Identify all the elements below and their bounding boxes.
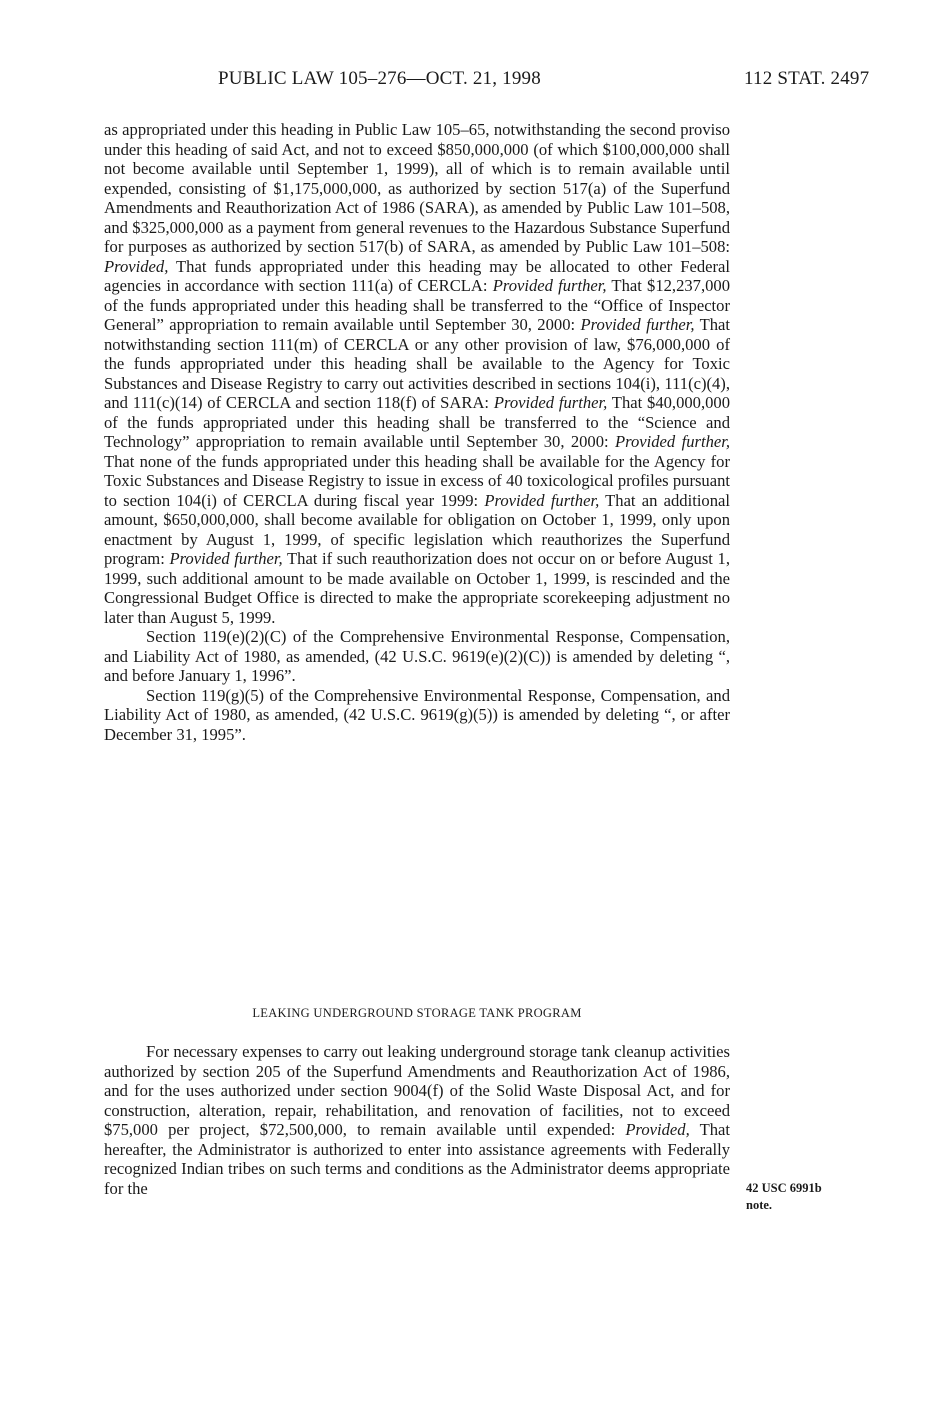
- proviso-italic: Provided,: [625, 1120, 690, 1139]
- proviso-italic: Provided further,: [493, 393, 608, 412]
- text-run: That none of the funds appropriated under this heading shall be available for the Agency for Toxic Substances and Disease Registry to issue in excess of 40 toxicological profiles pursuant to section 104(i) of CERCLA during fiscal year 1999:: [104, 451, 730, 510]
- margin-note-citation: 42 USC 6991b: [746, 1181, 822, 1195]
- main-text-block: [104, 120, 730, 744]
- lust-paragraph: [104, 1042, 730, 1198]
- proviso-italic: Provided further,: [169, 549, 283, 568]
- text-run: That $40,000,000 of the funds appropriated under this heading shall be transferred to the “Science and Technology” appropriation to remain available until September 30, 2000:: [104, 393, 730, 451]
- text-run: For necessary expenses to carry out leaking underground storage tank cleanup activities authorized by section 205 of the Superfund Amendments and Reauthorization Act of 1986, and for the uses authorized under section 9004(f) of the Solid Waste Disposal Act, and for construction, alteration, repair, rehabilitation, and renovation of facilities, not to exceed $75,000 per project, $72,500,000, to remain available until expended:: [104, 1042, 730, 1139]
- section-119g-paragraph: Section 119(g)(5) of the Comprehensive Environmental Response, Compensation, and Liability Act of 1980, as amended, (42 U.S.C. 9619(g)(5)) is amended by deleting “, or after December 31, 1995”.: [104, 685, 730, 744]
- page-header-title: PUBLIC LAW 105–276—OCT. 21, 1998: [218, 68, 541, 89]
- statute-page-number: 112 STAT. 2497: [744, 68, 870, 89]
- text-run: That an additional amount, $650,000,000, shall become available for obligation on October 1, 1999, only upon enactment by August 1, 1999, of specific legislation which reauthorizes the Superfund program:: [104, 490, 730, 568]
- margin-note-label: note.: [746, 1198, 773, 1212]
- proviso-italic: Provided further,: [492, 276, 607, 295]
- margin-note: [746, 1180, 866, 1214]
- section-heading: LEAKING UNDERGROUND STORAGE TANK PROGRAM: [252, 1006, 582, 1020]
- text-run: as appropriated under this heading in Public Law 105–65, notwithstanding the second proviso under this heading of said Act, and not to exceed $850,000,000 (of which $100,000,000 shall not become available until September 1, 1999), all of which is to remain available until expended, consisting of $1,175,000,000, as authorized by section 517(a) of the Superfund Amendments and Reauthorization Act of 1986 (SARA), as amended by Public Law 101–508, and $325,000,000 as a payment from general revenues to the Hazardous Substance Superfund for purposes as authorized by section 517(b) of SARA, as amended by Public Law 101–508:: [104, 120, 730, 256]
- lust-text-block: [104, 1042, 730, 1198]
- proviso-italic: Provided further,: [615, 432, 731, 451]
- proviso-italic: Provided further,: [580, 315, 695, 334]
- section-119e-paragraph: Section 119(e)(2)(C) of the Comprehensive Environmental Response, Compensation, and Liability Act of 1980, as amended, (42 U.S.C. 9619(e)(2)(C)) is amended by deleting “, and before January 1, 1996”.: [104, 627, 730, 685]
- text-run: That if such reauthorization does not occur on or before August 1, 1999, such additional amount to be made available on October 1, 1999, is rescinded and the Congressional Budget Office is directed to make the appropriate scorekeeping adjustment no later than August 5, 1999.: [104, 549, 730, 627]
- running-header: [0, 68, 940, 102]
- continuation-paragraph: [104, 120, 730, 627]
- text-run: That $12,237,000 of the funds appropriated under this heading shall be transferred to the “Office of Inspector General” appropriation to remain available until September 30, 2000:: [104, 276, 731, 334]
- proviso-italic: Provided further,: [484, 490, 600, 510]
- text-run: That hereafter, the Administrator is authorized to enter into assistance agreements with Federally recognized Indian tribes on such terms and conditions as the Administrator deems appropriate for the: [104, 1120, 730, 1198]
- text-run: That notwithstanding section 111(m) of CERCLA or any other provision of law, $76,000,000 of the funds appropriated under this heading shall be available to the Agency for Toxic Substances and Disease Registry to carry out activities described in sections 104(i), 111(c)(4), and 111(c)(14) of CERCLA and section 118(f) of SARA:: [104, 315, 730, 412]
- text-run: That funds appropriated under this heading may be allocated to other Federal agencies in accordance with section 111(a) of CERCLA:: [104, 256, 730, 295]
- proviso-italic: Provided,: [104, 256, 169, 276]
